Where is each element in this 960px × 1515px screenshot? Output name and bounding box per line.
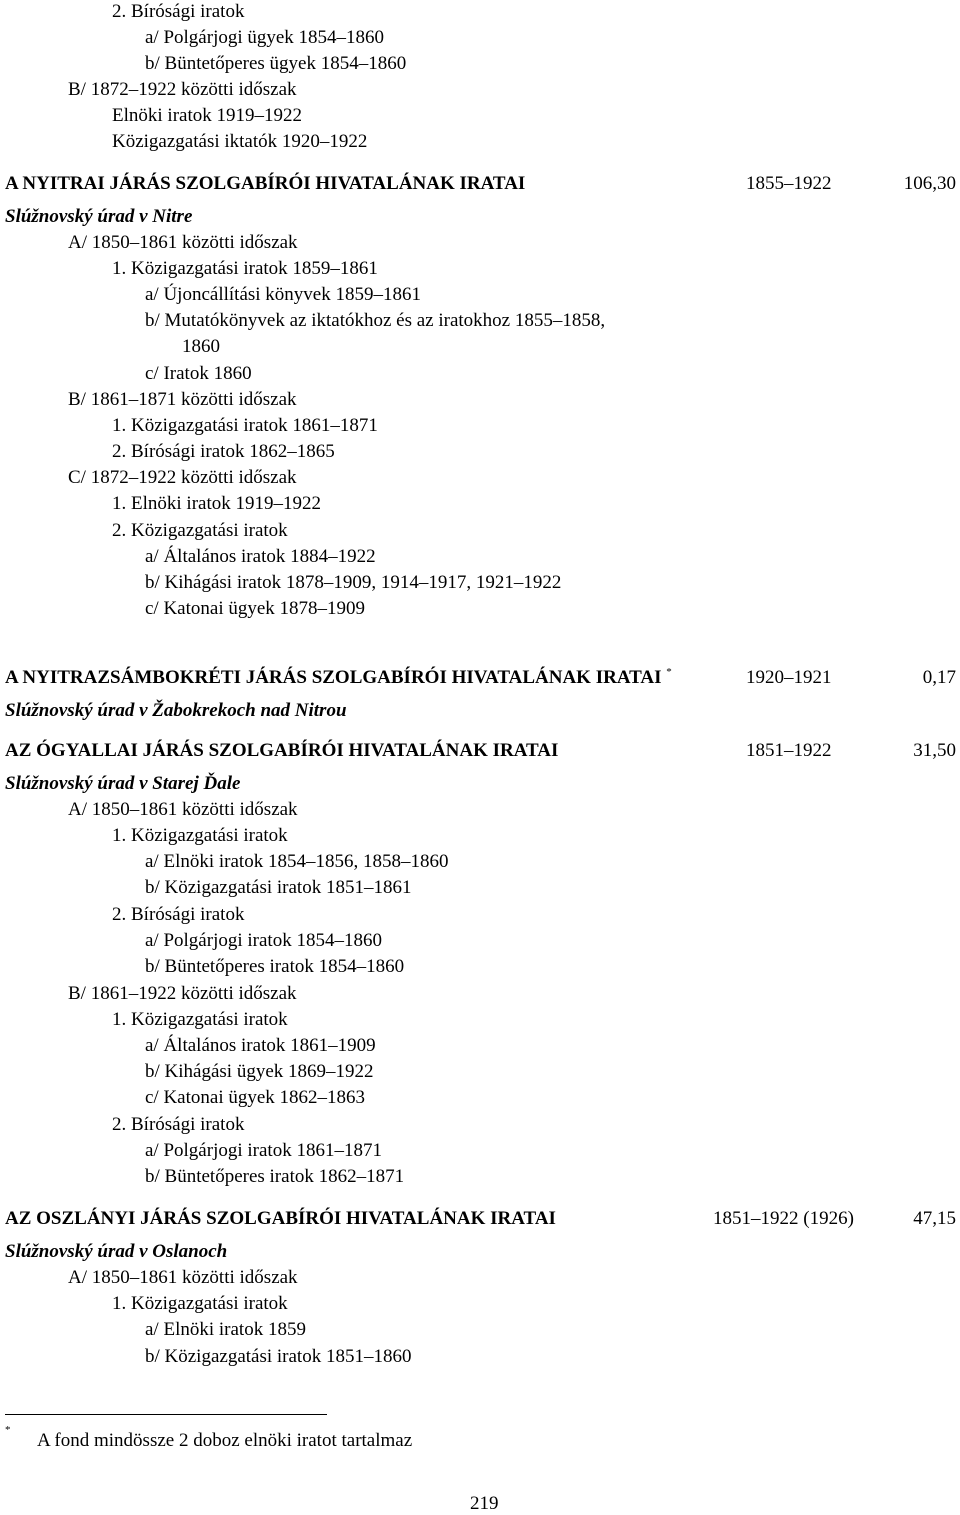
subsection-item: b/ Mutatókönyvek az iktatókhoz és az iratokhoz 1855–1858, xyxy=(145,310,606,331)
subsection-item: b/ Büntetőperes iratok 1854–1860 xyxy=(145,956,405,977)
fond-years: 1851–1922 (1926) xyxy=(713,1208,854,1229)
subsection-continuation: 1860 xyxy=(182,336,220,357)
section-item: 2. Közigazgatási iratok xyxy=(112,520,288,541)
fond-title: A NYITRAI JÁRÁS SZOLGABÍRÓI HIVATALÁNAK IRATAI xyxy=(5,173,526,194)
subsection-item: a/ Polgárjogi iratok 1854–1860 xyxy=(145,930,382,951)
fond-title xyxy=(5,668,672,687)
section-item: 1. Közigazgatási iratok xyxy=(112,1293,288,1314)
fond-years: 1855–1922 xyxy=(746,173,832,194)
fond-slovak-title: Slúžnovský úrad v Žabokrekoch nad Nitrou xyxy=(5,700,347,721)
footnote-reference: * xyxy=(666,666,672,678)
subsection-item: a/ Általános iratok 1884–1922 xyxy=(145,546,376,567)
subsection-item: b/ Büntetőperes ügyek 1854–1860 xyxy=(145,53,407,74)
footnote-text: A fond mindössze 2 doboz elnöki iratot tartalmaz xyxy=(37,1430,413,1451)
period-heading: B/ 1861–1922 közötti időszak xyxy=(68,983,297,1004)
period-heading: B/ 1861–1871 közötti időszak xyxy=(68,389,297,410)
fond-size: 106,30 xyxy=(903,173,956,194)
section-item: 2. Bírósági iratok xyxy=(112,904,245,925)
period-heading: A/ 1850–1861 közötti időszak xyxy=(68,232,298,253)
subsection-item: c/ Katonai ügyek 1878–1909 xyxy=(145,598,366,619)
fond-title: AZ ÓGYALLAI JÁRÁS SZOLGABÍRÓI HIVATALÁNAK IRATAI xyxy=(5,740,559,761)
section-item: 2. Bírósági iratok 1862–1865 xyxy=(112,441,335,462)
period-heading: C/ 1872–1922 közötti időszak xyxy=(68,467,297,488)
subsection-item: c/ Katonai ügyek 1862–1863 xyxy=(145,1087,366,1108)
fond-title-text: A NYITRAZSÁMBOKRÉTI JÁRÁS SZOLGABÍRÓI HIVATALÁNAK IRATAI xyxy=(5,667,662,688)
section-item: 1. Elnöki iratok 1919–1922 xyxy=(112,493,321,514)
subsection-item: a/ Újoncállítási könyvek 1859–1861 xyxy=(145,284,421,305)
section-item: Elnöki iratok 1919–1922 xyxy=(112,105,302,126)
subsection-item: a/ Általános iratok 1861–1909 xyxy=(145,1035,376,1056)
subsection-item: b/ Közigazgatási iratok 1851–1861 xyxy=(145,877,412,898)
subsection-item: b/ Kihágási ügyek 1869–1922 xyxy=(145,1061,374,1082)
subsection-item: b/ Kihágási iratok 1878–1909, 1914–1917, 1921–1922 xyxy=(145,572,562,593)
subsection-item: b/ Közigazgatási iratok 1851–1860 xyxy=(145,1346,412,1367)
fond-size: 0,17 xyxy=(922,667,956,688)
footnote-rule xyxy=(5,1414,327,1415)
subsection-item: a/ Polgárjogi iratok 1861–1871 xyxy=(145,1140,382,1161)
fond-slovak-title: Slúžnovský úrad v Oslanoch xyxy=(5,1241,228,1262)
fond-years: 1920–1921 xyxy=(746,667,832,688)
fond-years: 1851–1922 xyxy=(746,740,832,761)
section-item: 1. Közigazgatási iratok xyxy=(112,1009,288,1030)
period-heading: A/ 1850–1861 közötti időszak xyxy=(68,799,298,820)
section-item: 1. Közigazgatási iratok 1861–1871 xyxy=(112,415,378,436)
subsection-item: c/ Iratok 1860 xyxy=(145,363,252,384)
section-item: 2. Bírósági iratok xyxy=(112,1114,245,1135)
fond-slovak-title: Slúžnovský úrad v Nitre xyxy=(5,206,193,227)
fond-slovak-title: Slúžnovský úrad v Starej Ďale xyxy=(5,773,241,794)
subsection-item: b/ Büntetőperes iratok 1862–1871 xyxy=(145,1166,405,1187)
page-number: 219 xyxy=(470,1493,499,1514)
section-item: Közigazgatási iktatók 1920–1922 xyxy=(112,131,368,152)
period-heading: B/ 1872–1922 közötti időszak xyxy=(68,79,297,100)
fond-size: 31,50 xyxy=(913,740,956,761)
subsection-item: a/ Elnöki iratok 1859 xyxy=(145,1319,306,1340)
section-item: 1. Közigazgatási iratok xyxy=(112,825,288,846)
fond-title: AZ OSZLÁNYI JÁRÁS SZOLGABÍRÓI HIVATALÁNAK IRATAI xyxy=(5,1208,556,1229)
period-heading: A/ 1850–1861 közötti időszak xyxy=(68,1267,298,1288)
footnote-mark: * xyxy=(5,1424,11,1436)
subsection-item: a/ Polgárjogi ügyek 1854–1860 xyxy=(145,27,385,48)
section-item: 2. Bírósági iratok xyxy=(112,1,245,22)
section-item: 1. Közigazgatási iratok 1859–1861 xyxy=(112,258,378,279)
subsection-item: a/ Elnöki iratok 1854–1856, 1858–1860 xyxy=(145,851,449,872)
fond-size: 47,15 xyxy=(913,1208,956,1229)
